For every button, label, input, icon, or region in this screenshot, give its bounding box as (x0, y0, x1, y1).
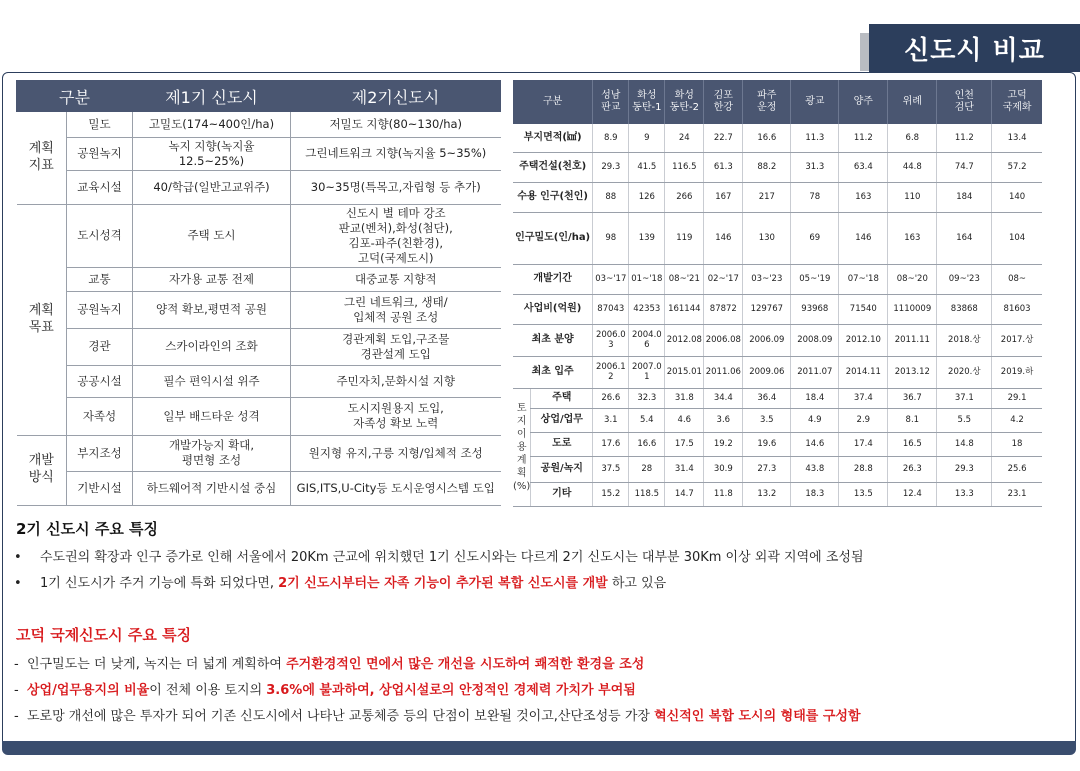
table-row (513, 408, 1042, 432)
data-cell: 126 (629, 182, 665, 212)
bullet-text: 1기 신도시가 주거 기능에 특화 되었다면, (40, 576, 279, 591)
item-cell: 공원녹지 (67, 138, 133, 171)
data-cell: 2012.10 (839, 324, 888, 356)
data-cell: 184 (937, 182, 992, 212)
data-cell: 17.5 (665, 432, 704, 456)
land-use-label: 토 지 이 용 계 획 (%) (513, 388, 531, 506)
data-cell: 5.5 (937, 408, 992, 432)
category-cell: 개발 방식 (17, 435, 67, 505)
data-cell: 2011.06 (704, 356, 743, 388)
data-cell: 37.4 (839, 388, 888, 408)
data-cell: 13.3 (937, 482, 992, 506)
bullet-mark: • (14, 550, 22, 565)
data-cell: 129767 (743, 294, 791, 324)
data-cell: 31.3 (791, 152, 839, 182)
gen2-cell: 30~35명(특목고,자립형 등 추가) (291, 170, 501, 204)
item-cell: 공공시설 (67, 365, 133, 397)
row-label: 기타 (531, 482, 593, 506)
data-cell: 25.6 (992, 456, 1042, 482)
col-header-city: 화성 동탄-2 (665, 80, 704, 124)
data-cell: 44.8 (888, 152, 937, 182)
data-cell: 88.2 (743, 152, 791, 182)
col-header-city: 김포 한강 (704, 80, 743, 124)
gen2-cell: 도시지원용지 도입, 자족성 확보 노력 (291, 397, 501, 435)
gen1-cell: 일부 배드타운 성격 (133, 397, 291, 435)
bullet-item (14, 572, 666, 591)
gen1-cell: 40/학급(일반고교위주) (133, 170, 291, 204)
table-row (17, 397, 501, 435)
data-cell: 116.5 (665, 152, 704, 182)
dash-item (14, 705, 861, 724)
data-cell: 14.8 (937, 432, 992, 456)
page-title: 신도시 비교 (869, 24, 1080, 72)
table-row (513, 432, 1042, 456)
gen1-cell: 주택 도시 (133, 204, 291, 267)
section-title-godeok: 고덕 국제신도시 주요 특징 (16, 626, 192, 644)
dash-text: 이 전체 이용 토지의 (149, 683, 267, 698)
data-cell: 6.8 (888, 124, 937, 152)
gen2-cell: 저밀도 지향(80~130/ha) (291, 112, 501, 138)
data-cell: 37.1 (937, 388, 992, 408)
data-cell: 26.3 (888, 456, 937, 482)
gen1-cell: 스카이라인의 조화 (133, 328, 291, 365)
dash-mark: - (14, 709, 19, 724)
row-label: 주택건설(천호) (513, 152, 593, 182)
table-row (513, 482, 1042, 506)
data-cell: 11.3 (791, 124, 839, 152)
data-cell: 74.7 (937, 152, 992, 182)
bullet-text: 수도권의 확장과 인구 증가로 인해 서울에서 20Km 근교에 위치했던 1기 신도시와는 다르게 2기 신도시는 대부분 30Km 이상 외곽 지역에 조성됨 (40, 550, 864, 565)
data-cell: 71540 (839, 294, 888, 324)
bottom-bar (2, 741, 1076, 755)
table-row (513, 324, 1042, 356)
dash-highlight: 3.6%에 불과하여, 상업시설로의 안정적인 경제력 가치가 부여됨 (266, 683, 636, 698)
col-header-category: 구분 (17, 81, 133, 112)
dash-highlight: 혁신적인 복합 도시의 형태를 구성함 (654, 709, 861, 724)
data-cell: 2012.08 (665, 324, 704, 356)
data-cell: 119 (665, 212, 704, 264)
data-cell: 1110009 (888, 294, 937, 324)
data-cell: 37.5 (593, 456, 629, 482)
row-label: 부지면적(㎢) (513, 124, 593, 152)
dash-highlight: 주거환경적인 면에서 많은 개선을 시도하여 쾌적한 환경을 조성 (286, 657, 645, 672)
data-cell: 104 (992, 212, 1042, 264)
data-cell: 167 (704, 182, 743, 212)
gen2-cell: 신도시 별 테마 강조 판교(벤처),화성(첨단), 김포-파주(친환경), 고덕(국제도시) (291, 204, 501, 267)
item-cell: 공원녹지 (67, 291, 133, 328)
data-cell: 2009.06 (743, 356, 791, 388)
data-cell: 36.7 (888, 388, 937, 408)
data-cell: 83868 (937, 294, 992, 324)
bullet-text: 하고 있음 (607, 576, 667, 591)
row-label: 도로 (531, 432, 593, 456)
row-label: 최초 분양 (513, 324, 593, 356)
row-label: 사업비(억원) (513, 294, 593, 324)
data-cell: 3.1 (593, 408, 629, 432)
table-row (17, 170, 501, 204)
data-cell: 18.3 (791, 482, 839, 506)
data-cell: 11.2 (839, 124, 888, 152)
item-cell: 경관 (67, 328, 133, 365)
data-cell: 146 (839, 212, 888, 264)
table-row (17, 435, 501, 471)
data-cell: 28 (629, 456, 665, 482)
gen2-cell: 대중교통 지향적 (291, 267, 501, 291)
data-cell: 78 (791, 182, 839, 212)
item-cell: 밀도 (67, 112, 133, 138)
table-row (17, 267, 501, 291)
item-cell: 자족성 (67, 397, 133, 435)
row-label: 주택 (531, 388, 593, 408)
data-cell: 2011.07 (791, 356, 839, 388)
data-cell: 9 (629, 124, 665, 152)
data-cell: 32.3 (629, 388, 665, 408)
data-cell: 87043 (593, 294, 629, 324)
data-cell: 08~'20 (888, 264, 937, 294)
data-cell: 03~'17 (593, 264, 629, 294)
data-cell: 163 (839, 182, 888, 212)
data-cell: 41.5 (629, 152, 665, 182)
table-row (513, 152, 1042, 182)
data-cell: 2006.09 (743, 324, 791, 356)
row-label: 개발기간 (513, 264, 593, 294)
bullet-highlight: 2기 신도시부터는 자족 기능이 추가된 복합 신도시를 개발 (278, 576, 608, 591)
data-cell: 22.7 (704, 124, 743, 152)
data-cell: 11.2 (937, 124, 992, 152)
table-row (513, 356, 1042, 388)
data-cell: 17.4 (839, 432, 888, 456)
data-cell: 93968 (791, 294, 839, 324)
data-cell: 27.3 (743, 456, 791, 482)
row-label: 최초 입주 (513, 356, 593, 388)
data-cell: 3.5 (743, 408, 791, 432)
dash-text: 인구밀도는 더 낮게, 녹지는 더 넓게 계획하여 (26, 657, 287, 672)
gen1-cell: 양적 확보,평면적 공원 (133, 291, 291, 328)
data-cell: 28.8 (839, 456, 888, 482)
data-cell: 42353 (629, 294, 665, 324)
col-header-city: 파주 운정 (743, 80, 791, 124)
col-header-category: 구분 (513, 80, 593, 124)
col-header-city: 인천 검단 (937, 80, 992, 124)
gen2-cell: 그린 네트워크, 생태/ 입체적 공원 조성 (291, 291, 501, 328)
data-cell: 87872 (704, 294, 743, 324)
row-label: 공원/녹지 (531, 456, 593, 482)
data-cell: 01~'18 (629, 264, 665, 294)
data-cell: 2007.0 1 (629, 356, 665, 388)
data-cell: 43.8 (791, 456, 839, 482)
data-cell: 140 (992, 182, 1042, 212)
table-row (17, 328, 501, 365)
table-row (17, 112, 501, 138)
table-row (17, 471, 501, 505)
data-cell: 12.4 (888, 482, 937, 506)
data-cell: 146 (704, 212, 743, 264)
data-cell: 4.9 (791, 408, 839, 432)
data-cell: 18 (992, 432, 1042, 456)
item-cell: 기반시설 (67, 471, 133, 505)
table-row (17, 138, 501, 171)
data-cell: 13.2 (743, 482, 791, 506)
table-row (17, 204, 501, 267)
data-cell: 23.1 (992, 482, 1042, 506)
data-cell: 16.6 (743, 124, 791, 152)
dash-item (14, 653, 644, 672)
table-row (513, 294, 1042, 324)
data-cell: 19.2 (704, 432, 743, 456)
data-cell: 19.6 (743, 432, 791, 456)
col-header-city: 화성 동탄-1 (629, 80, 665, 124)
data-cell: 4.2 (992, 408, 1042, 432)
data-cell: 2006.08 (704, 324, 743, 356)
data-cell: 31.4 (665, 456, 704, 482)
item-cell: 교통 (67, 267, 133, 291)
bullet-mark: • (14, 576, 22, 591)
table-row (513, 212, 1042, 264)
data-cell: 2015.01 (665, 356, 704, 388)
data-cell: 2018.상 (937, 324, 992, 356)
data-cell: 139 (629, 212, 665, 264)
data-cell: 4.6 (665, 408, 704, 432)
col-header-city: 성남 판교 (593, 80, 629, 124)
col-header-city: 고덕 국제화 (992, 80, 1042, 124)
data-cell: 24 (665, 124, 704, 152)
data-cell: 163 (888, 212, 937, 264)
data-cell: 2008.09 (791, 324, 839, 356)
dash-mark: - (14, 657, 19, 672)
table-row (513, 182, 1042, 212)
data-cell: 03~'23 (743, 264, 791, 294)
data-cell: 34.4 (704, 388, 743, 408)
data-cell: 29.3 (937, 456, 992, 482)
data-cell: 29.3 (593, 152, 629, 182)
data-cell: 8.1 (888, 408, 937, 432)
col-header-gen2: 제2기신도시 (291, 81, 501, 112)
data-cell: 2004.0 6 (629, 324, 665, 356)
gen2-cell: 주민자치,문화시설 지향 (291, 365, 501, 397)
data-cell: 2006.1 2 (593, 356, 629, 388)
data-cell: 17.6 (593, 432, 629, 456)
data-cell: 05~'19 (791, 264, 839, 294)
data-cell: 2020.상 (937, 356, 992, 388)
col-header-city: 위례 (888, 80, 937, 124)
data-cell: 08~'21 (665, 264, 704, 294)
data-cell: 8.9 (593, 124, 629, 152)
data-cell: 2019.하 (992, 356, 1042, 388)
table-row (513, 388, 1042, 408)
col-header-city: 광교 (791, 80, 839, 124)
data-cell: 02~'17 (704, 264, 743, 294)
data-cell: 16.5 (888, 432, 937, 456)
data-cell: 61.3 (704, 152, 743, 182)
dash-mark: - (14, 683, 19, 698)
comparison-table-right (513, 80, 1042, 507)
data-cell: 08~ (992, 264, 1042, 294)
data-cell: 118.5 (629, 482, 665, 506)
data-cell: 69 (791, 212, 839, 264)
data-cell: 13.4 (992, 124, 1042, 152)
table-row (17, 365, 501, 397)
data-cell: 110 (888, 182, 937, 212)
col-header-city: 양주 (839, 80, 888, 124)
bullet-item (14, 546, 864, 565)
category-cell: 계획 목표 (17, 204, 67, 435)
dash-item (14, 679, 636, 698)
row-label: 수용 인구(천인) (513, 182, 593, 212)
data-cell: 5.4 (629, 408, 665, 432)
gen1-cell: 녹지 지향(녹지율12.5~25%) (133, 138, 291, 171)
data-cell: 36.4 (743, 388, 791, 408)
table-row (513, 456, 1042, 482)
table-row (513, 264, 1042, 294)
gen1-cell: 고밀도(174~400인/ha) (133, 112, 291, 138)
data-cell: 2.9 (839, 408, 888, 432)
table-row (513, 124, 1042, 152)
col-header-gen1: 제1기 신도시 (133, 81, 291, 112)
data-cell: 88 (593, 182, 629, 212)
data-cell: 30.9 (704, 456, 743, 482)
data-cell: 11.8 (704, 482, 743, 506)
row-label: 상업/업무 (531, 408, 593, 432)
data-cell: 26.6 (593, 388, 629, 408)
item-cell: 부지조성 (67, 435, 133, 471)
data-cell: 31.8 (665, 388, 704, 408)
data-cell: 14.7 (665, 482, 704, 506)
data-cell: 13.5 (839, 482, 888, 506)
data-cell: 130 (743, 212, 791, 264)
dash-text: 도로망 개선에 많은 투자가 되어 기존 신도시에서 나타난 교통체증 등의 단점이 보완될 것이고,산단조성등 가장 (26, 709, 655, 724)
data-cell: 164 (937, 212, 992, 264)
data-cell: 2011.11 (888, 324, 937, 356)
row-label: 인구밀도(인/ha) (513, 212, 593, 264)
gen1-cell: 하드웨어적 기반시설 중심 (133, 471, 291, 505)
data-cell: 2017.상 (992, 324, 1042, 356)
data-cell: 81603 (992, 294, 1042, 324)
gen1-cell: 자가용 교통 전제 (133, 267, 291, 291)
data-cell: 2014.11 (839, 356, 888, 388)
data-cell: 09~'23 (937, 264, 992, 294)
data-cell: 161144 (665, 294, 704, 324)
gen1-cell: 개발가능지 확대, 평면형 조성 (133, 435, 291, 471)
data-cell: 2006.0 3 (593, 324, 629, 356)
data-cell: 98 (593, 212, 629, 264)
data-cell: 217 (743, 182, 791, 212)
data-cell: 29.1 (992, 388, 1042, 408)
data-cell: 57.2 (992, 152, 1042, 182)
gen2-cell: 경관계획 도입,구조물 경관설계 도입 (291, 328, 501, 365)
gen2-cell: 그린네트워크 지향(녹지율 5~35%) (291, 138, 501, 171)
gen1-cell: 필수 편익시설 위주 (133, 365, 291, 397)
data-cell: 3.6 (704, 408, 743, 432)
data-cell: 15.2 (593, 482, 629, 506)
data-cell: 18.4 (791, 388, 839, 408)
category-cell: 계획 지표 (17, 112, 67, 205)
comparison-table-left (16, 80, 501, 506)
data-cell: 63.4 (839, 152, 888, 182)
table-row (17, 291, 501, 328)
data-cell: 266 (665, 182, 704, 212)
data-cell: 2013.12 (888, 356, 937, 388)
dash-highlight: 상업/업무용지의 비율 (26, 683, 150, 698)
data-cell: 16.6 (629, 432, 665, 456)
data-cell: 14.6 (791, 432, 839, 456)
section-title-gen2: 2기 신도시 주요 특징 (16, 520, 159, 538)
gen2-cell: 원지형 유지,구릉 지형/입체적 조성 (291, 435, 501, 471)
gen2-cell: GIS,ITS,U-City등 도시운영시스템 도입 (291, 471, 501, 505)
data-cell: 07~'18 (839, 264, 888, 294)
item-cell: 교육시설 (67, 170, 133, 204)
item-cell: 도시성격 (67, 204, 133, 267)
